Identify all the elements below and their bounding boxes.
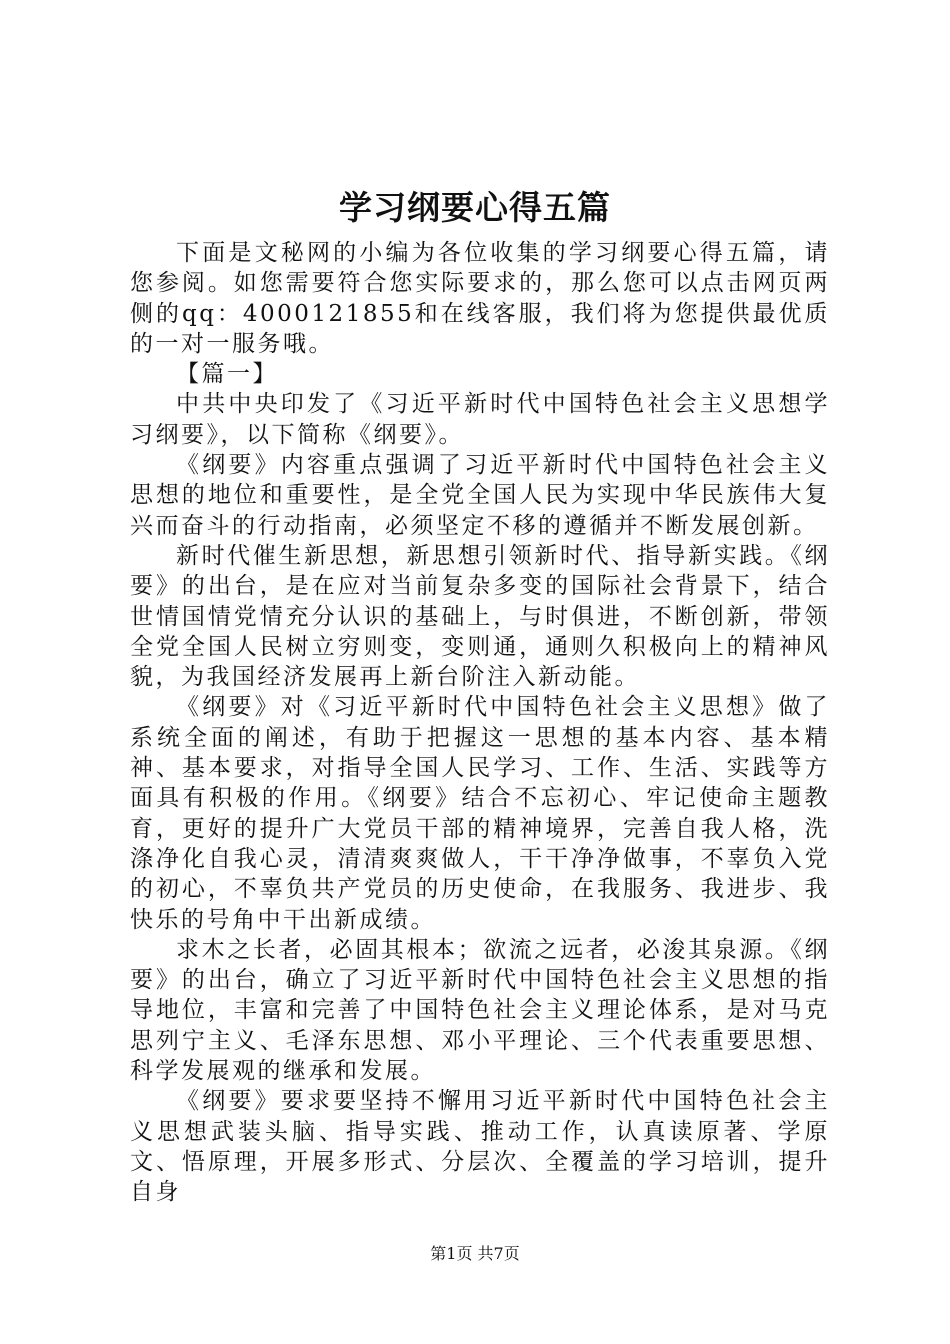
page-number-footer: 第1页 共7页 [430, 1244, 520, 1263]
intro-paragraph: 下面是文秘网的小编为各位收集的学习纲要心得五篇，请您参阅。如您需要符合您实际要求的，那么您可以点击网页两侧的qq：4000121855和在线客服，我们将为您提供最优质的一对一服务哦。 [130, 240, 830, 357]
body-paragraph: 《纲要》要求要坚持不懈用习近平新时代中国特色社会主义思想武装头脑、指导实践、推动工作，认真读原著、学原文、悟原理，开展多形式、分层次、全覆盖的学习培训，提升自身 [130, 1088, 830, 1206]
document-title: 学习纲要心得五篇 [339, 188, 611, 227]
body-paragraph: 中共中央印发了《习近平新时代中国特色社会主义思想学习纲要》，以下简称《纲要》。 [130, 391, 830, 448]
body-paragraph: 新时代催生新思想，新思想引领新时代、指导新实践。《纲要》的出台，是在应对当前复杂多变的国际社会背景下，结合世情国情党情充分认识的基础上，与时俱进，不断创新，带领全党全国人民树立穷则变，变则通，通则久积极向上的精神风貌，为我国经济发展再上新台阶注入新动能。 [130, 542, 830, 691]
section-heading: 【篇一】 [176, 361, 278, 388]
body-paragraph: 《纲要》对《习近平新时代中国特色社会主义思想》做了系统全面的阐述，有助于把握这一思想的基本内容、基本精神、基本要求，对指导全国人民学习、工作、生活、实践等方面具有积极的作用。《纲要》结合不忘初心、牢记使命主题教育，更好的提升广大党员干部的精神境界，完善自我人格，洗涤净化自我心灵，清清爽爽做人，干干净净做事，不辜负入党的初心，不辜负共产党员的历史使命，在我服务、我进步、我快乐的号角中干出新成绩。 [130, 694, 830, 933]
body-paragraph: 求木之长者，必固其根本；欲流之远者，必浚其泉源。《纲要》的出台，确立了习近平新时代中国特色社会主义思想的指导地位，丰富和完善了中国特色社会主义理论体系，是对马克思列宁主义、毛泽东思想、邓小平理论、三个代表重要思想、科学发展观的继承和发展。 [130, 936, 830, 1085]
body-paragraph: 《纲要》内容重点强调了习近平新时代中国特色社会主义思想的地位和重要性，是全党全国人民为实现中华民族伟大复兴而奋斗的行动指南，必须坚定不移的遵循并不断发展创新。 [130, 452, 830, 539]
document-body [130, 238, 830, 1208]
